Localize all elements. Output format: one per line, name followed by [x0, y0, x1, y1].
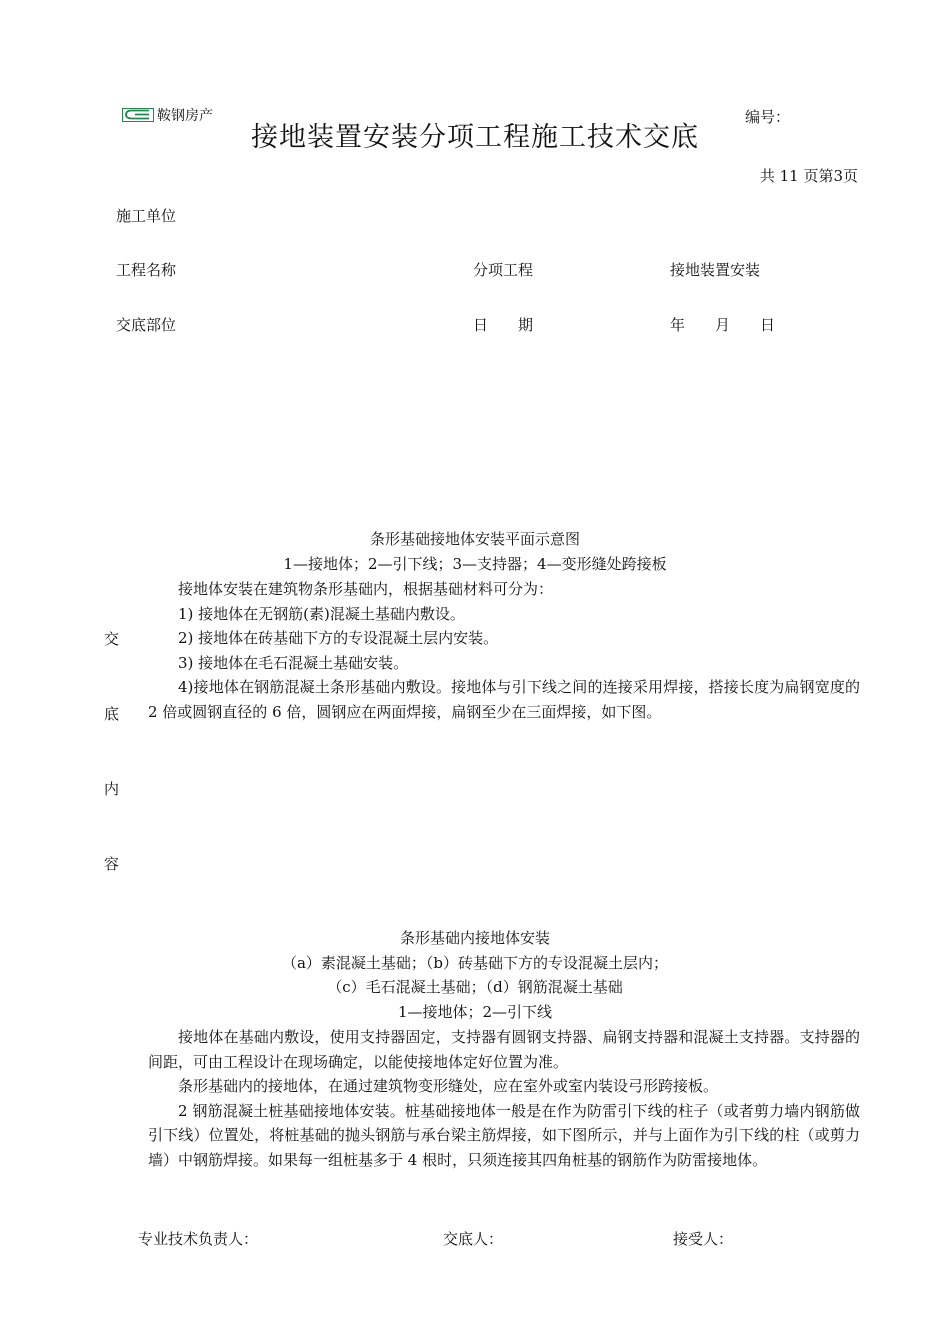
- figure2-subcaption: （c）毛石混凝土基础；（d）钢筋混凝土基础: [327, 978, 623, 996]
- discloser-signature-label: 交底人：: [443, 1230, 504, 1248]
- section2-paragraph: 接地体在基础内敷设，使用支持器固定，支持器有圆钢支持器、扁钢支持器和混凝土支持器。支持器的间距，可由工程设计在现场确定，以能使接地体定好位置为准。: [148, 1028, 860, 1071]
- tech-lead-signature-label: 专业技术负责人：: [138, 1230, 259, 1248]
- document-code-label: 编号：: [745, 108, 791, 126]
- section2-paragraph: 条形基础内的接地体，在通过建筑物变形缝处，应在室外或室内装设弓形跨接板。: [178, 1077, 719, 1095]
- date-value: 年 月 日: [670, 316, 776, 334]
- company-logo-text: 鞍钢房产: [157, 108, 213, 124]
- section1-intro: 接地体安装在建筑物条形基础内，根据基础材料可分为：: [178, 580, 554, 598]
- date-label: 日 期: [473, 316, 534, 334]
- figure2-legend: 1—接地体；2—引下线: [397, 1003, 553, 1021]
- figure1-caption: 条形基础接地体安装平面示意图: [369, 530, 580, 548]
- section1-text: [148, 577, 860, 724]
- figure2-caption: 条形基础内接地体安装: [399, 929, 550, 947]
- page-info: 共 11 页第3页: [759, 167, 858, 185]
- side-label-char: 容: [104, 855, 120, 873]
- construction-unit-label: 施工单位: [116, 207, 177, 225]
- section2-text: [148, 1025, 860, 1172]
- document-title: 接地装置安装分项工程施工技术交底: [251, 122, 699, 153]
- project-name-label: 工程名称: [116, 261, 177, 279]
- side-label-char: 内: [104, 780, 120, 798]
- section1-item: 3) 接地体在毛石混凝土基础安装。: [178, 653, 409, 672]
- receiver-signature-label: 接受人：: [673, 1230, 734, 1248]
- section2-paragraph: 2 钢筋混凝土桩基础接地体安装。桩基础接地体一般是在作为防雷引下线的柱子（或者剪力墙内钢筋做引下线）位置处，将桩基础的抛头钢筋与承台梁主筋焊接，如下图所示，并与上面作为引下线的柱（或剪力墙）中钢筋焊接。如果每一组桩基多于 4 根时，只须连接其四角桩基的钢筋作为防雷接地体。: [148, 1101, 860, 1169]
- section1-item: 2) 接地体在砖基础下方的专设混凝土层内安装。: [178, 629, 499, 647]
- side-label-char: 底: [104, 705, 120, 723]
- figure2-subcaption: （a）素混凝土基础；（b）砖基础下方的专设混凝土层内；: [281, 954, 669, 972]
- subproject-label: 分项工程: [473, 261, 534, 279]
- section1-item: 1) 接地体在无钢筋(素)混凝土基础内敷设。: [178, 604, 465, 623]
- figure1-legend: 1—接地体；2—引下线；3—支持器；4—变形缝处跨接板: [283, 555, 667, 573]
- side-label-char: 交: [104, 630, 120, 648]
- subproject-value: 接地装置安装: [670, 261, 761, 279]
- section1-item4: 4)接地体在钢筋混凝土条形基础内敷设。接地体与引下线之间的连接采用焊接，搭接长度为扁钢宽度的 2 倍或圆钢直径的 6 倍，圆钢应在两面焊接，扁钢至少在三面焊接，如下图。: [148, 678, 860, 721]
- disclosure-part-label: 交底部位: [116, 316, 177, 334]
